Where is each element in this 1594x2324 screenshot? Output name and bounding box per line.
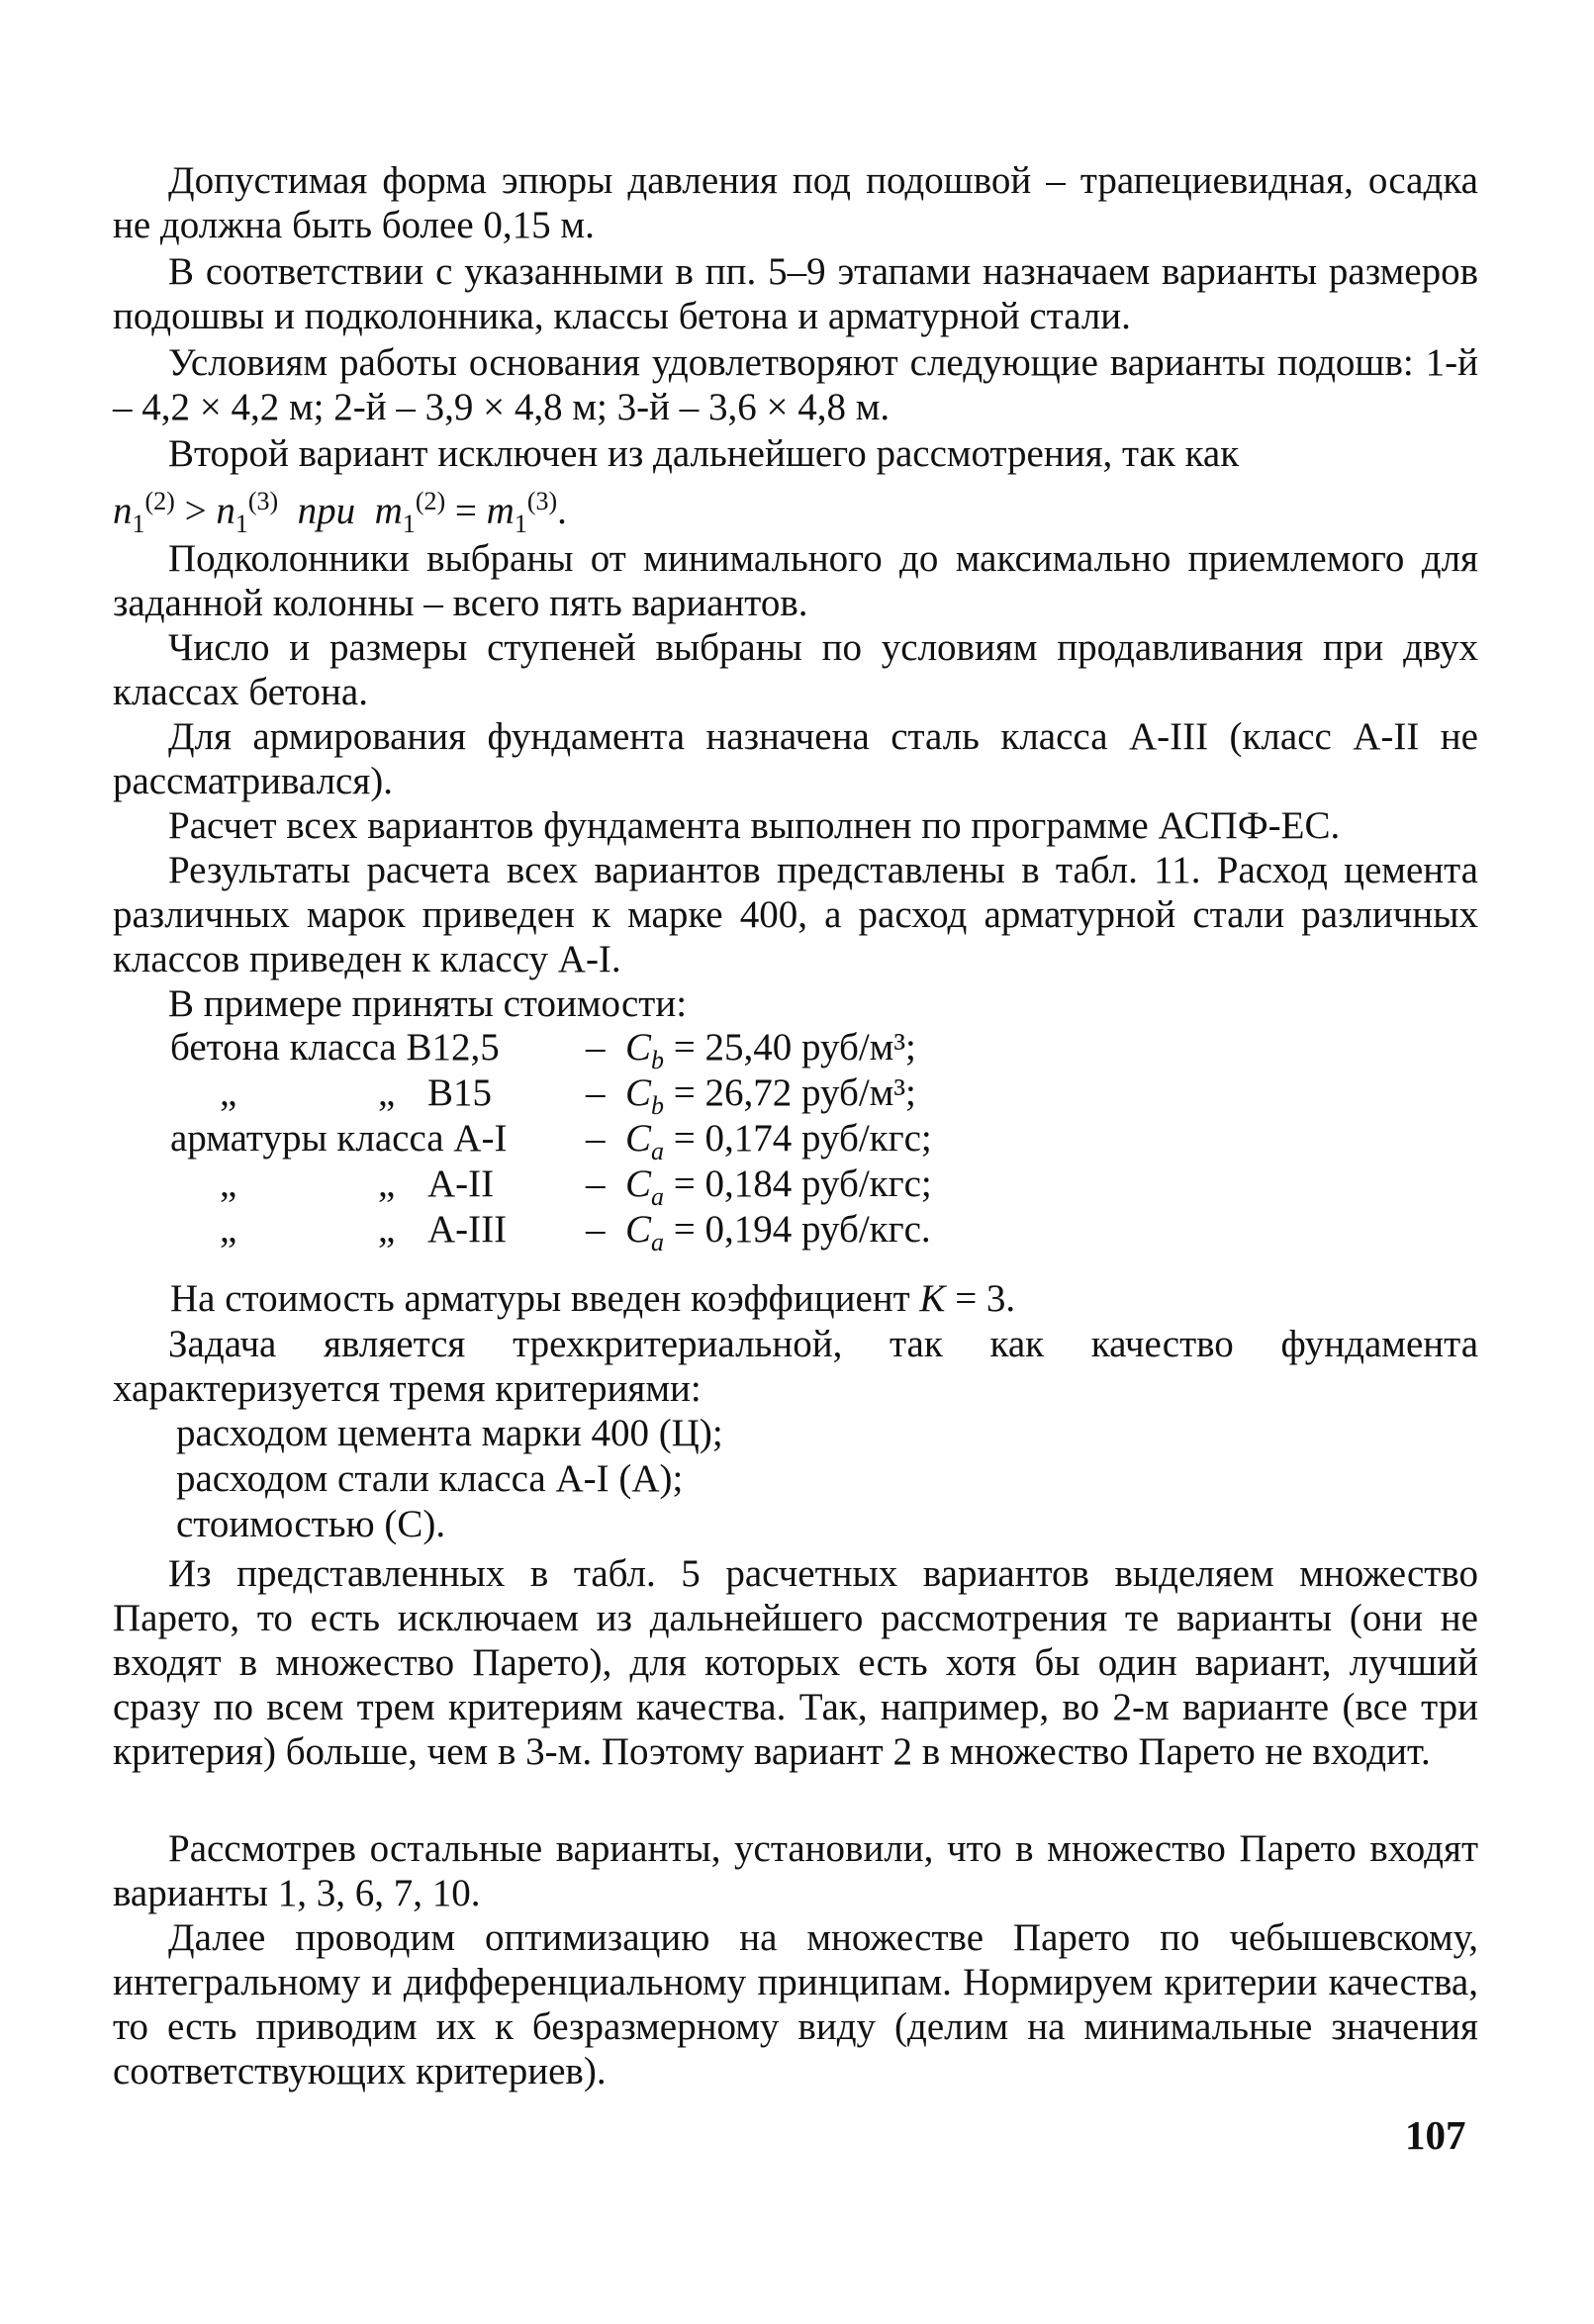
paragraph-second-variant-excluded: Второй вариант исключен из дальнейшего рассмотрения, так как <box>168 432 1240 475</box>
cost-grade: B15 <box>427 1071 493 1114</box>
cost-row <box>170 1207 1021 1256</box>
criterion-item: расходом цемента марки 400 (Ц); <box>176 1412 723 1454</box>
paragraph-optimization: Далее проводим оптимизацию на множестве Парето по чебышевскому, интегральному и дифференциальному принципам. Нормируем критерии качества, то есть приводим их к безразмерному виду (делим на минимальные значения соответствующих критериев). <box>113 1916 1478 2092</box>
formula-n-left: n <box>113 490 133 532</box>
paragraph-results: Результаты расчета всех вариантов представлены в табл. 11. Расход цемента различных марок приведен к марке 400, а расход арматурной стали различных классов приведен к классу A-I. <box>113 849 1478 980</box>
cost-sub: a <box>651 1227 665 1256</box>
cost-symbol: C <box>625 1117 652 1160</box>
cost-grade: A-III <box>427 1208 508 1251</box>
cost-grade: A-II <box>427 1162 495 1205</box>
formula-pri: при <box>297 490 356 532</box>
cost-amount: = 26,72 руб/м³; <box>673 1071 916 1114</box>
formula-sup: (2) <box>144 487 175 515</box>
cost-label: бетона класса B12,5 <box>170 1026 500 1069</box>
paragraph-program: Расчет всех вариантов фундамента выполнен по программе АСПФ-ЕС. <box>168 804 1341 847</box>
formula-m-left: m <box>374 490 403 532</box>
cost-amount: = 25,40 руб/м³; <box>673 1026 916 1069</box>
cost-sub: b <box>651 1090 665 1120</box>
formula-sup: (2) <box>415 487 446 515</box>
cost-row <box>170 1070 1021 1120</box>
cost-dash: – <box>586 1071 606 1114</box>
paragraph-variants-assigned: В соответствии с указанными в пп. 5–9 этапами назначаем варианты размеров подошвы и подколонника, классы бетона и арматурной стали. <box>113 250 1478 337</box>
cost-amount: = 0,174 руб/кгс; <box>673 1117 932 1160</box>
formula-end: . <box>557 490 567 532</box>
formula-n-right: n <box>216 490 235 532</box>
formula-gt: > <box>184 490 207 532</box>
criterion-item: стоимостью (C). <box>176 1503 446 1545</box>
cost-row <box>170 1162 1021 1211</box>
formula-sub: 1 <box>132 509 145 538</box>
paragraph-costs-intro: В примере приняты стоимости: <box>168 982 688 1025</box>
cost-value <box>625 1207 931 1265</box>
formula-m-right: m <box>486 490 515 532</box>
cost-label: арматуры класса A-I <box>170 1117 508 1160</box>
formula-sub: 1 <box>234 509 248 538</box>
cost-amount: = 0,194 руб/кгс. <box>673 1208 931 1251</box>
cost-symbol: C <box>625 1162 652 1205</box>
cost-sub: a <box>651 1181 665 1211</box>
paragraph-allowable-diagram: Допустимая форма эпюры давления под подошвой – трапециевидная, осадка не должна быть более 0,15 м. <box>113 159 1478 246</box>
cost-symbol: C <box>625 1026 652 1069</box>
cost-row <box>170 1116 1021 1165</box>
paragraph-three-criteria: Задача является трехкритериальной, так как качество фундамента характеризуется тремя критериями: <box>113 1323 1478 1410</box>
ditto-mark: „ <box>220 1071 237 1114</box>
formula-sup: (3) <box>526 487 558 515</box>
paragraph-pareto-set: Из представленных в табл. 5 расчетных вариантов выделяем множество Парето, то есть исключаем из дальнейшего рассмотрения те варианты (они не входят в множество Парето), для которых есть хотя бы один вариант, лучший сразу по всем трем критериям качества. Так, например, во 2-м варианте (все три критерия) больше, чем в 3-м. Поэтому вариант 2 в множество Парето не входит. <box>113 1552 1478 1773</box>
cost-amount: = 0,184 руб/кгс; <box>673 1162 932 1205</box>
cost-symbol: C <box>625 1071 652 1114</box>
ditto-mark: „ <box>220 1208 237 1251</box>
formula-sub: 1 <box>514 509 527 538</box>
cost-sub: b <box>651 1045 665 1074</box>
paragraph-base-variants: Условиям работы основания удовлетворяют следующие варианты подошв: 1-й – 4,2 × 4,2 м; 2-й – 3,9 × 4,8 м; 3-й – 3,6 × 4,8 м. <box>113 341 1478 428</box>
cost-dash: – <box>586 1162 606 1205</box>
paragraph-reinforcement: Для армирования фундамента назначена сталь класса A-III (класс A-II не рассматривался). <box>113 715 1478 802</box>
coefficient-text: На стоимость арматуры введен коэффициент <box>170 1277 910 1320</box>
cost-row <box>170 1025 1021 1074</box>
ditto-mark: „ <box>220 1162 237 1205</box>
cost-dash: – <box>586 1117 606 1160</box>
cost-dash: – <box>586 1026 606 1069</box>
page-number: 107 <box>1405 2112 1466 2158</box>
formula-sub: 1 <box>402 509 416 538</box>
ditto-mark: „ <box>378 1162 396 1205</box>
ditto-mark: „ <box>378 1071 396 1114</box>
ditto-mark: „ <box>378 1208 396 1251</box>
formula-eq: = <box>454 490 477 532</box>
paragraph-pareto-variants: Рассмотрев остальные варианты, установили, что в множество Парето входят варианты 1, 3, 6, 7, 10. <box>113 1827 1478 1914</box>
criterion-item: расходом стали класса A-I (A); <box>176 1457 684 1500</box>
cost-symbol: C <box>625 1208 652 1251</box>
coefficient-value: = 3. <box>955 1277 1016 1320</box>
paragraph-coefficient <box>170 1276 1015 1321</box>
cost-sub: a <box>651 1136 665 1165</box>
paragraph-steps: Число и размеры ступеней выбраны по условиям продавливания при двух классах бетона. <box>113 626 1478 713</box>
coefficient-symbol: K <box>919 1277 946 1320</box>
paragraph-subcolumns: Подколонники выбраны от минимального до максимально приемлемого для заданной колонны – всего пять вариантов. <box>113 537 1478 624</box>
cost-dash: – <box>586 1208 606 1251</box>
formula-sup: (3) <box>247 487 279 515</box>
